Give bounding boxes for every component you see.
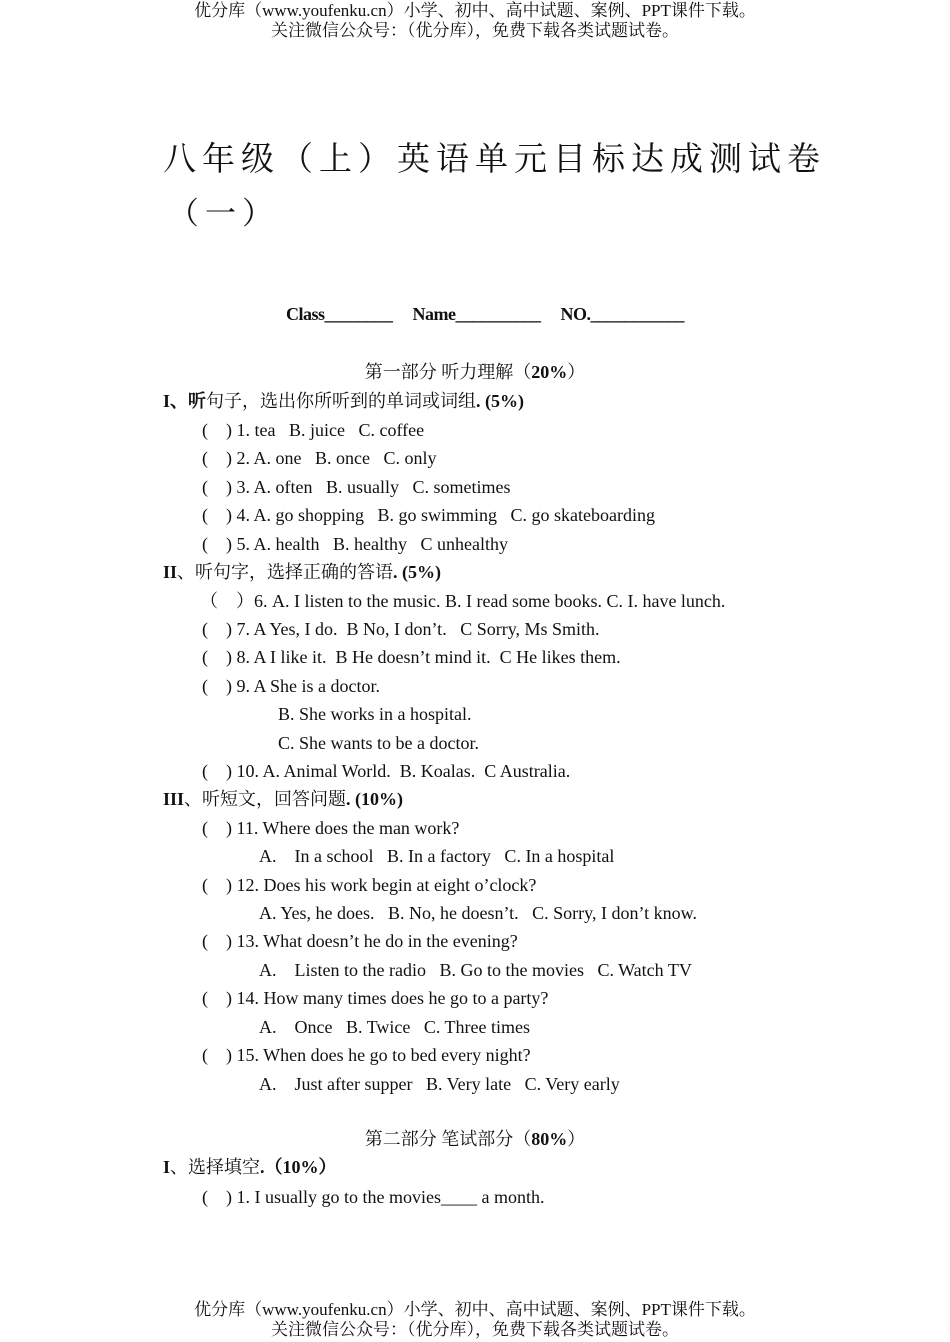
question-10: ( ) 10. A. Animal World. B. Koalas. C Australia. [202,761,571,781]
number-field: NO.___________ [560,304,684,324]
question-5: ( ) 5. A. health B. healthy C unhealthy [202,534,508,554]
question-9-option-c: C. She wants to be a doctor. [278,733,479,753]
question-8: ( ) 8. A I like it. B He doesn’t mind it. C He likes them. [202,647,621,667]
page-title: 八年级（上）英语单元目标达成测试卷 [163,142,826,178]
section-1-heading: I、听句子，选出你所听到的单词或词组. (5%) [163,391,525,411]
question-12-options: A. Yes, he does. B. No, he doesn’t. C. Sorry, I don’t know. [259,903,697,923]
section-2-heading: II、听句字，选择正确的答语. (5%) [163,562,442,582]
question-14-options: A. Once B. Twice C. Three times [259,1017,531,1037]
name-field: Name__________ [412,304,541,324]
question-3: ( ) 3. A. often B. usually C. sometimes [202,477,511,497]
section-3-heading: III、听短文，回答问题. (10%) [163,789,404,809]
question-13-options: A. Listen to the radio B. Go to the movies C. Watch TV [259,960,692,980]
header-watermark-line2: 关注微信公众号：（优分库），免费下载各类试题试卷。 [271,21,679,40]
question-1: ( ) 1. tea B. juice C. coffee [202,420,425,440]
question-2: ( ) 2. A. one B. once C. only [202,448,437,468]
header-watermark-line1: 优分库（www.youfenku.cn）小学、初中、高中试题、案例、PPT课件下载。 [194,1,756,20]
question-4: ( ) 4. A. go shopping B. go swimming C. go skateboarding [202,505,655,525]
question-14: ( ) 14. How many times does he go to a party? [202,988,549,1008]
part2-question-1: ( ) 1. I usually go to the movies____ a month. [202,1187,545,1207]
part2-heading: 第二部分 笔试部分（80%） [364,1129,586,1149]
question-15: ( ) 15. When does he go to bed every night? [202,1045,531,1065]
question-11-options: A. In a school B. In a factory C. In a hospital [259,846,615,866]
student-info-line [286,304,700,325]
page-subtitle: （一） [168,196,279,231]
question-7: ( ) 7. A Yes, I do. B No, I don’t. C Sorry, Ms Smith. [202,619,600,639]
question-9: ( ) 9. A She is a doctor. [202,676,380,696]
class-field: Class________ [286,304,393,324]
part2-section-1-heading: I、选择填空.（10%） [163,1157,337,1177]
footer-watermark-line1: 优分库（www.youfenku.cn）小学、初中、高中试题、案例、PPT课件下载。 [194,1300,756,1319]
question-9-option-b: B. She works in a hospital. [278,704,472,724]
question-11: ( ) 11. Where does the man work? [202,818,460,838]
question-12: ( ) 12. Does his work begin at eight o’clock? [202,875,537,895]
part1-heading: 第一部分 听力理解（20%） [364,362,586,382]
question-15-options: A. Just after supper B. Very late C. Very early [259,1074,620,1094]
question-6: （ ）6. A. I listen to the music. B. I read some books. C. I. have lunch. [200,591,726,611]
footer-watermark-line2: 关注微信公众号：（优分库），免费下载各类试题试卷。 [271,1320,679,1339]
question-13: ( ) 13. What doesn’t he do in the evening? [202,931,518,951]
